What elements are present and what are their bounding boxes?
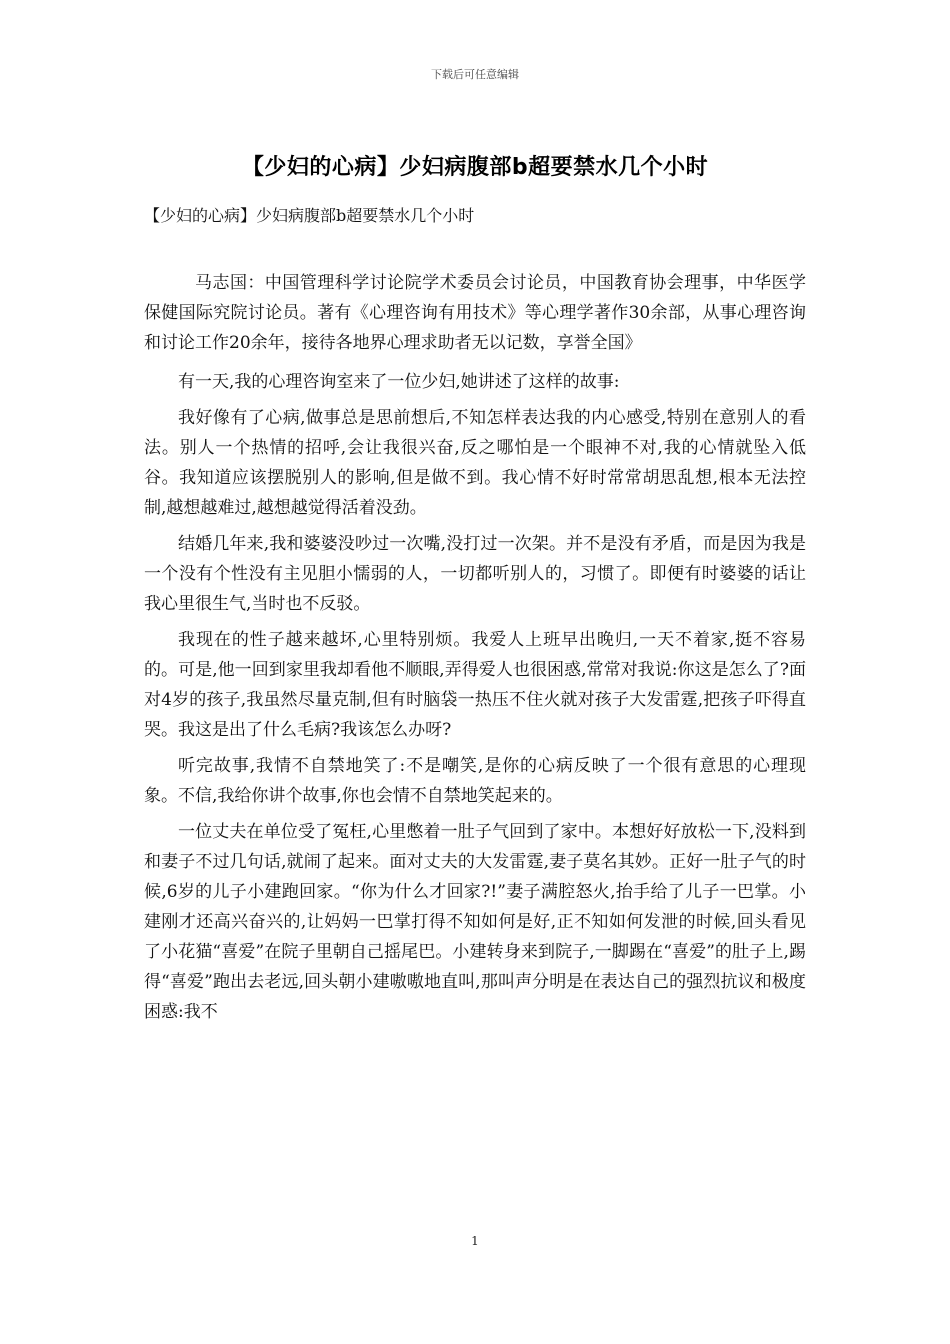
body-paragraph: 结婚几年来,我和婆婆没吵过一次嘴,没打过一次架。并不是没有矛盾，而是因为我是一个没有个性没有主见胆小懦弱的人，一切都听别人的，习惯了。即便有时婆婆的话让我心里很生气,当时也不反驳。 — [144, 534, 806, 614]
document-title: 【少妇的心病】少妇病腹部b超要禁水几个小时 — [241, 155, 709, 180]
document-subtitle: 【少妇的心病】少妇病腹部b超要禁水几个小时 — [144, 206, 475, 225]
body-paragraph: 听完故事,我情不自禁地笑了:不是嘲笑,是你的心病反映了一个很有意思的心理现象。不信,我给你讲个故事,你也会情不自禁地笑起来的。 — [144, 756, 806, 806]
page-number: 1 — [471, 1234, 479, 1248]
author-bio-paragraph: 马志国：中国管理科学讨论院学术委员会讨论员，中国教育协会理事，中华医学保健国际究院讨论员。著有《心理咨询有用技术》等心理学著作30余部，从事心理咨询和讨论工作20余年，接待各地界心理求助者无以记数，享誉全国》 — [144, 273, 806, 353]
body-paragraph: 我好像有了心病,做事总是思前想后,不知怎样表达我的内心感受,特别在意别人的看法。别人一个热情的招呼,会让我很兴奋,反之哪怕是一个眼神不对,我的心情就坠入低谷。我知道应该摆脱别人的影响,但是做不到。我心情不好时常常胡思乱想,根本无法控制,越想越难过,越想越觉得活着没劲。 — [144, 408, 806, 518]
body-paragraph: 我现在的性子越来越坏,心里特别烦。我爱人上班早出晚归,一天不着家,挺不容易的。可是,他一回到家里我却看他不顺眼,弄得爱人也很困惑,常常对我说:你这是怎么了?面对4岁的孩子,我虽然尽量克制,但有时脑袋一热压不住火就对孩子大发雷霆,把孩子吓得直哭。我这是出了什么毛病?我该怎么办呀? — [144, 630, 806, 740]
body-paragraph: 一位丈夫在单位受了冤枉,心里憋着一肚子气回到了家中。本想好好放松一下,没料到和妻子不过几句话,就闹了起来。面对丈夫的大发雷霆,妻子莫名其妙。正好一肚子气的时候,6岁的儿子小建跑回家。“你为什么才回家?!”妻子满腔怒火,抬手给了儿子一巴掌。小建刚才还高兴奋兴的,让妈妈一巴掌打得不知如何是好,正不知如何发泄的时候,回头看见了小花猫“喜爱”在院子里朝自己摇尾巴。小建转身来到院子,一脚踢在“喜爱”的肚子上,踢得“喜爱”跑出去老远,回头朝小建嗷嗷地直叫,那叫声分明是在表达自己的强烈抗议和极度困惑:我不 — [144, 822, 806, 1022]
body-paragraph: 有一天,我的心理咨询室来了一位少妇,她讲述了这样的故事: — [178, 372, 620, 392]
header-note: 下载后可任意编辑 — [431, 68, 519, 81]
document-body — [144, 268, 806, 1027]
